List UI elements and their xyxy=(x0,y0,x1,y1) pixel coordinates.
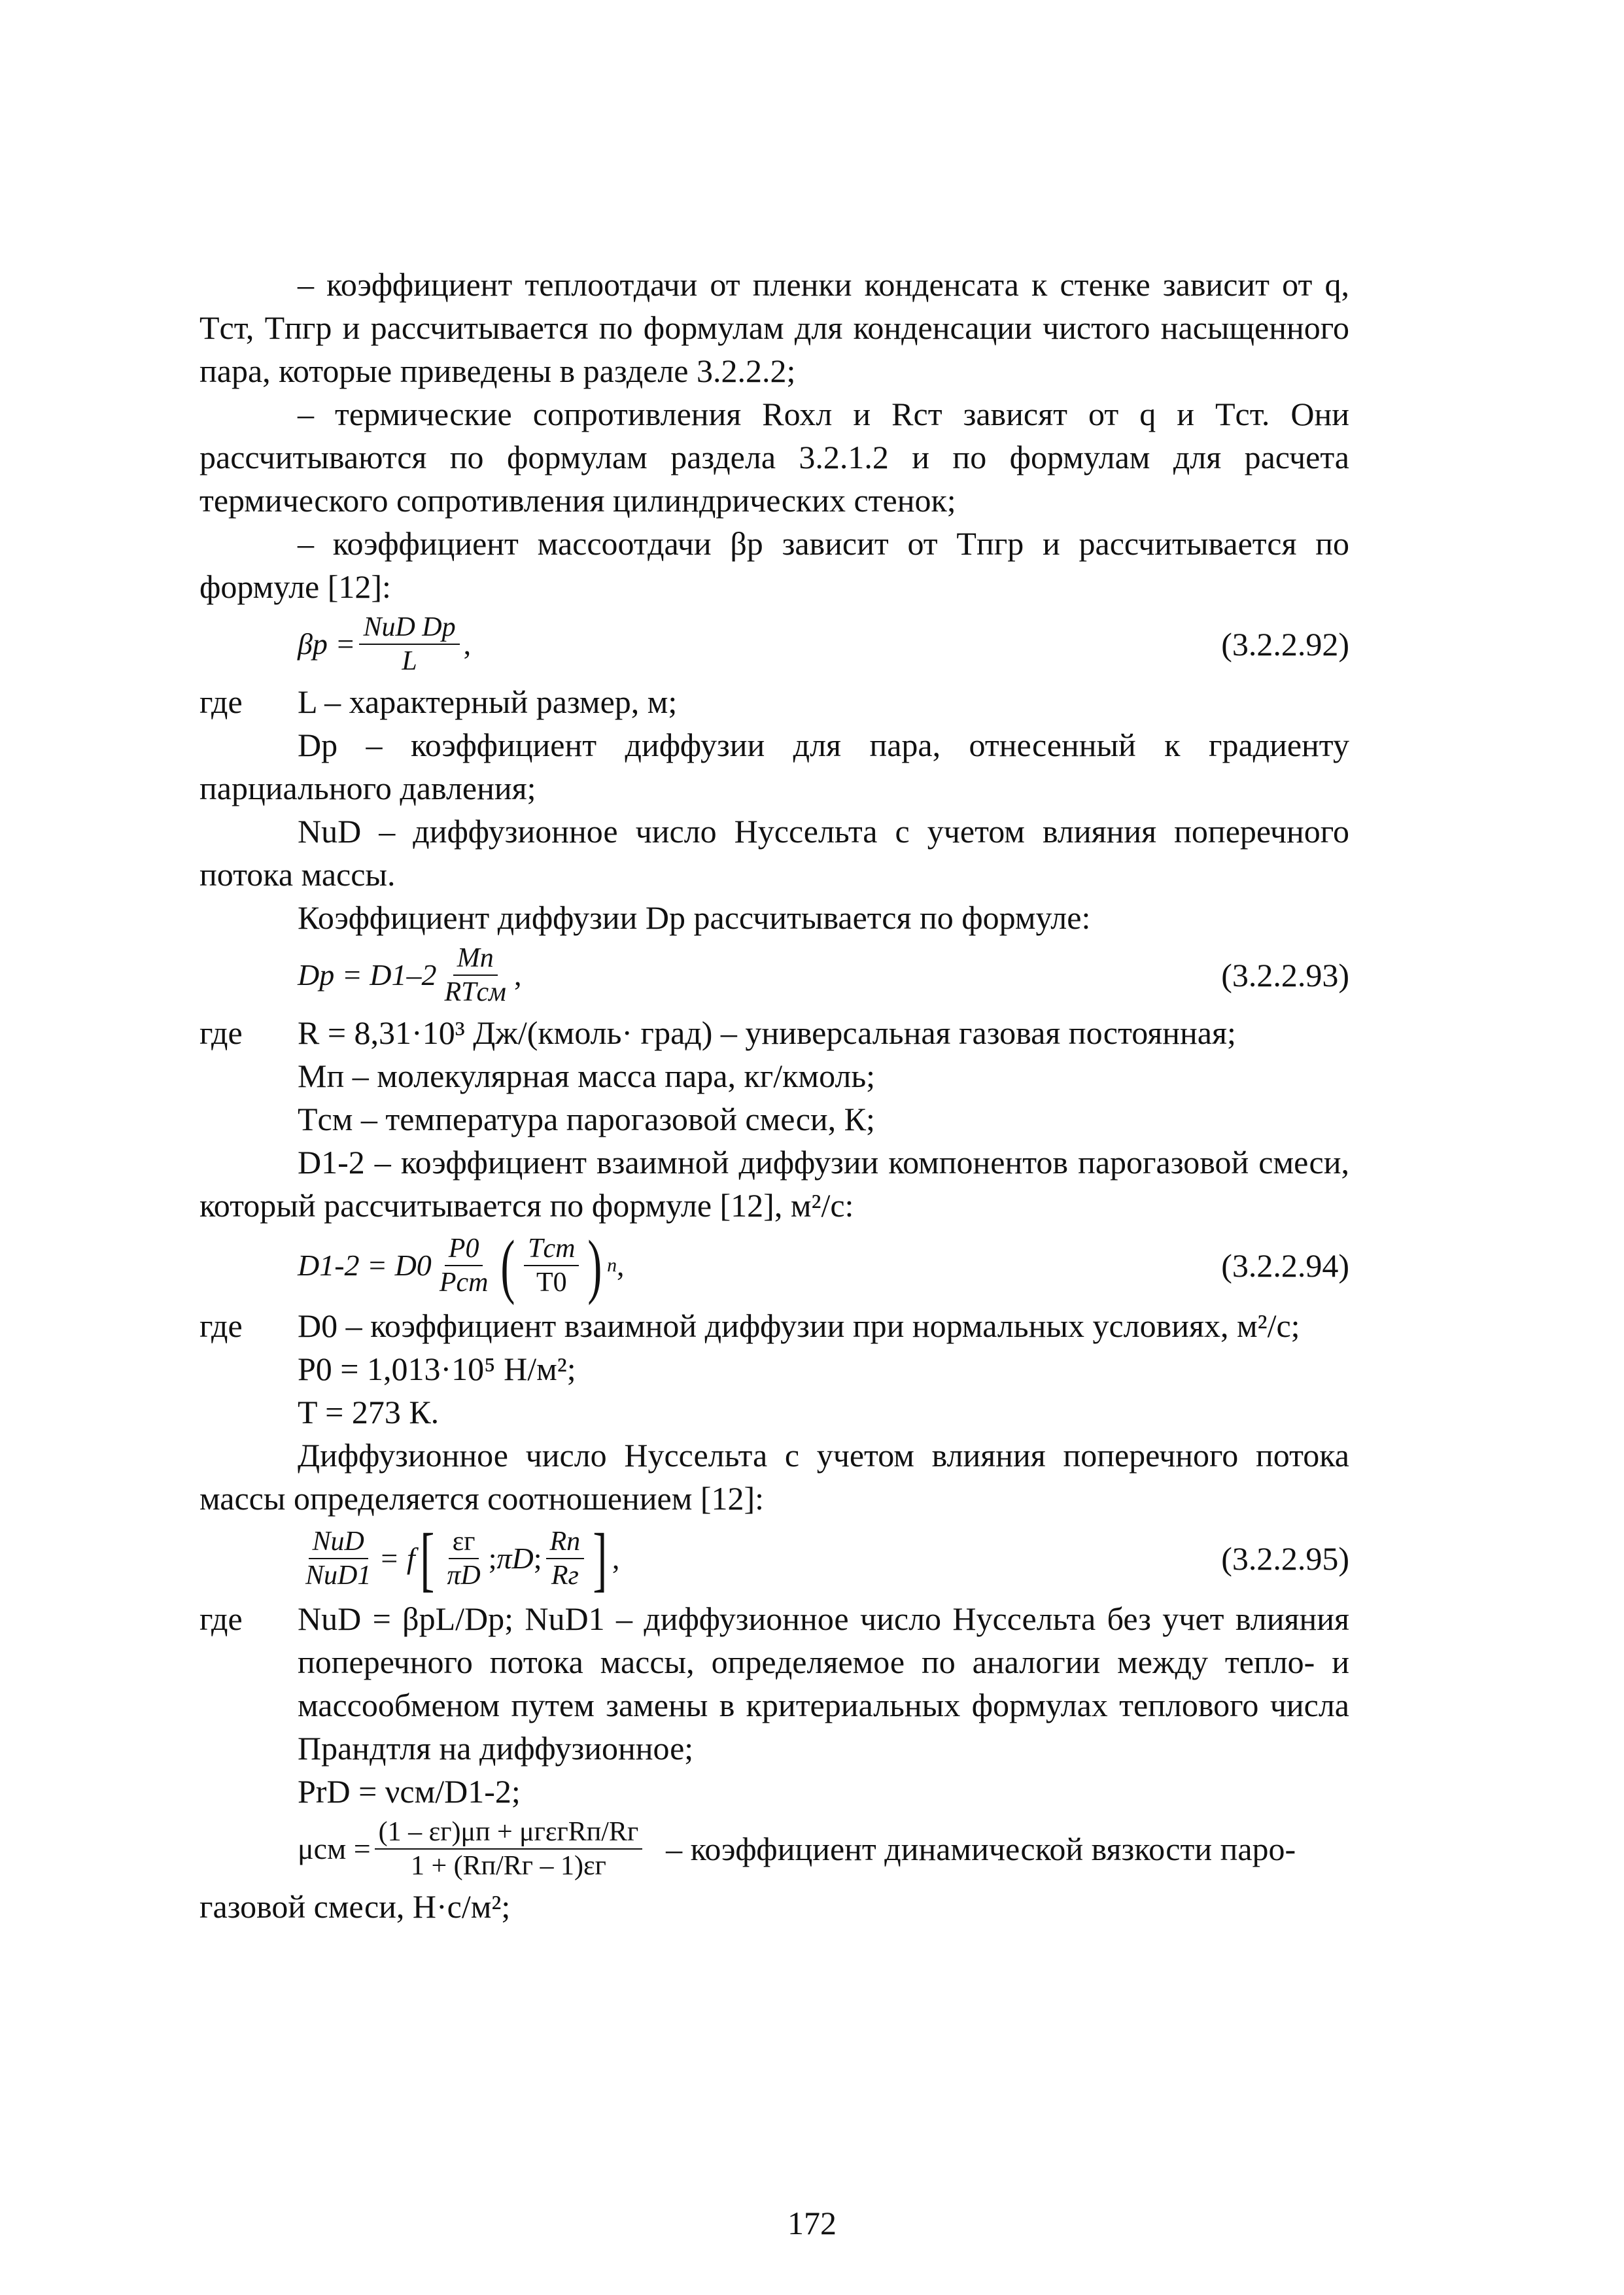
where-block-1 xyxy=(199,680,1349,723)
eq92-number: (3.2.2.92) xyxy=(1221,626,1349,663)
eq94-inner-numerator: Tст xyxy=(524,1232,579,1266)
body-text xyxy=(199,263,1349,1928)
page-number: 172 xyxy=(787,2205,837,2241)
equation-3-2-2-94: D1-2 = D0 $\frac{P0}{\text{Pст}}$ ( $\frac{\text{Tст}}{T0}$ ) n , (3.2.2.94) xyxy=(298,1226,1349,1305)
where-l: L – характерный размер, м; xyxy=(298,683,678,720)
where-dp: Dp – коэффициент диффузии для пара, отнесенный к градиенту парциального давления; xyxy=(199,727,1349,806)
where-tsm: Tсм – температура парогазовой смеси, К; xyxy=(298,1101,875,1137)
paragraph-4: Коэффициент диффузии Dp рассчитывается по формуле: xyxy=(298,899,1091,936)
eq95-t3-denominator: Rг xyxy=(551,1561,579,1591)
eq94-inner-denominator: T0 xyxy=(536,1268,567,1298)
eq94-close-paren: ) xyxy=(587,1226,602,1305)
where-nud-def: NuD = βpL/Dp; NuD1 – диффузионное число Нуссельта без учет влияния поперечного потока массы, определяемое по аналогии между тепло- и массообменом путем замены в критериальных формулах теплового числа Прандтля на диффузионное; xyxy=(298,1600,1349,1767)
eq95-t3-numerator: Rп xyxy=(546,1525,585,1559)
paragraph-1: – коэффициент теплоотдачи от пленки конденсата к стенке зависит от q, Tст, Tпгр и рассчитывается по формулам для конденсации чистого насыщенного пара, которые приведены в разделе 3.2.2.2; xyxy=(199,266,1349,389)
eq94-numerator: P0 xyxy=(445,1232,483,1266)
where-t: T = 273 К. xyxy=(298,1394,440,1430)
eq95-close-bracket: ] xyxy=(593,1519,608,1598)
eq92-numerator: NuD Dp xyxy=(359,611,459,645)
mu-denominator: 1 + (Rп/Rг – 1)εг xyxy=(410,1851,606,1881)
equation-mu xyxy=(199,1816,1349,1882)
eq95-t1-numerator: εг xyxy=(449,1525,479,1559)
equation-3-2-2-92 xyxy=(199,611,1349,678)
where-prd: PrD = νсм/D1-2; xyxy=(298,1773,521,1810)
paragraph-3: – коэффициент массоотдачи βp зависит от Tпгр и рассчитывается по формуле [12]: xyxy=(199,525,1349,605)
where-label: где xyxy=(199,1307,243,1344)
where-p0: P0 = 1,013·10⁵ Н/м²; xyxy=(298,1351,576,1387)
paragraph-5: Диффузионное число Нуссельта с учетом влияния поперечного потока массы определяется соотношением [12]: xyxy=(199,1437,1349,1517)
eq93-tail: , xyxy=(513,958,522,992)
eq95-open-bracket: [ xyxy=(420,1519,434,1598)
eq92-denominator: L xyxy=(402,646,417,676)
where-d12: D1-2 – коэффициент взаимной диффузии компонентов парогазовой смеси, который рассчитывается по формуле [12], м²/с: xyxy=(199,1144,1349,1224)
eq95-tail: , xyxy=(612,1542,620,1575)
where-label: где xyxy=(199,683,243,720)
eq94-number: (3.2.2.94) xyxy=(1221,1247,1349,1284)
mu-description-continued: газовой смеси, Н·с/м²; xyxy=(199,1888,511,1925)
eq95-eq: = f xyxy=(379,1542,415,1575)
where-block-2 xyxy=(199,1011,1349,1054)
eq93-lhs: Dp = D1–2 xyxy=(298,958,437,992)
eq95-lhs-numerator: NuD xyxy=(309,1525,368,1559)
eq93-number: (3.2.2.93) xyxy=(1221,957,1349,993)
eq94-lhs: D1-2 = D0 xyxy=(298,1249,432,1282)
where-mp: Mп – молекулярная масса пара, кг/кмоль; xyxy=(298,1058,876,1094)
eq94-denominator: Pст xyxy=(439,1268,489,1298)
eq92-tail: , xyxy=(463,627,472,661)
where-label: где xyxy=(199,1600,243,1637)
equation-3-2-2-93 xyxy=(199,942,1349,1009)
where-r: R = 8,31·10³ Дж/(кмоль· град) – универсальная газовая постоянная; xyxy=(298,1014,1236,1051)
eq95-lhs-denominator: NuD1 xyxy=(305,1561,371,1591)
eq92-lhs: βp = xyxy=(298,627,356,661)
mu-numerator: (1 – εг)μп + μгεгRп/Rг xyxy=(375,1816,643,1850)
where-label: где xyxy=(199,1014,243,1051)
eq93-numerator: Mп xyxy=(453,942,498,976)
eq95-t2: πD xyxy=(496,1542,534,1575)
paragraph-2: – термические сопротивления Rохл и Rст зависят от q и Tст. Они рассчитываются по формулам раздела 3.2.1.2 и по формулам для расчета термического сопротивления цилиндрических стенок; xyxy=(199,396,1349,519)
mu-lhs: μсм = xyxy=(298,1832,371,1865)
eq93-denominator: RTсм xyxy=(444,977,506,1007)
mu-description: – коэффициент динамической вязкости паро- xyxy=(666,1831,1296,1867)
where-block-4 xyxy=(199,1597,1349,1770)
eq94-open-paren: ( xyxy=(500,1226,515,1305)
where-d0: D0 – коэффициент взаимной диффузии при нормальных условиях, м²/с; xyxy=(298,1307,1300,1344)
where-block-3 xyxy=(199,1304,1349,1347)
eq94-tail: , xyxy=(617,1249,625,1282)
equation-3-2-2-95: $\frac{\text{NuD}}{\text{NuD1}}$ = f [ $\frac{\varepsilon г}{\pi D}$ ; πD ; $\frac{Rп}{Rг}$ ] , (3.2.2.95) xyxy=(199,1523,1349,1595)
eq95-number: (3.2.2.95) xyxy=(1221,1540,1349,1577)
eq95-t1-denominator: πD xyxy=(447,1561,481,1591)
where-nud: NuD – диффузионное число Нуссельта с учетом влияния поперечного потока массы. xyxy=(199,813,1349,893)
